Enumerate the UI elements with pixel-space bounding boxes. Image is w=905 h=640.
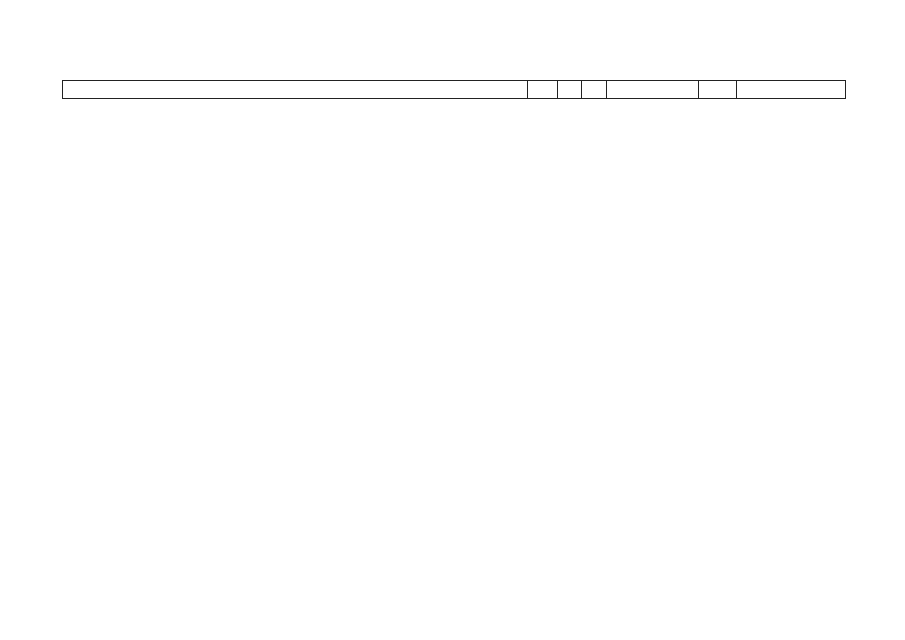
header-col-3: [558, 81, 582, 98]
header-col-7: [737, 81, 845, 98]
header-col-2: [528, 81, 558, 98]
header-col-5: [607, 81, 699, 98]
header-col-1: [63, 81, 528, 98]
table-header: [62, 80, 846, 99]
header-col-6: [699, 81, 737, 98]
header-col-4: [582, 81, 607, 98]
